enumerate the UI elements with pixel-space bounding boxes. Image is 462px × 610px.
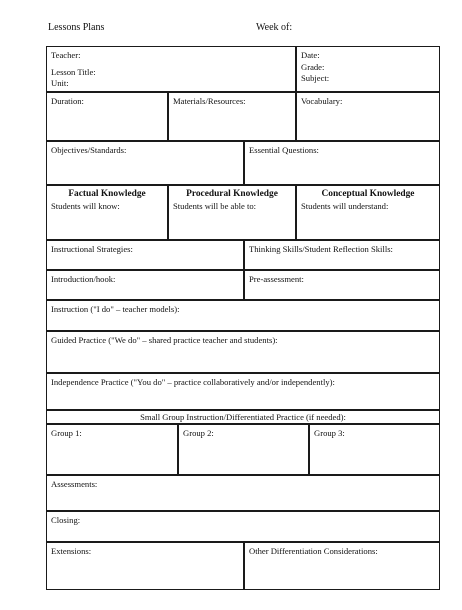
independence-practice-label: Independence Practice ("You do" – practice collaboratively and/or independently): <box>51 377 335 387</box>
lesson-title-label: Lesson Title: <box>51 66 96 77</box>
duration-cell[interactable] <box>46 92 168 141</box>
pre-assessment-label: Pre-assessment: <box>249 274 304 284</box>
duration-label: Duration: <box>51 96 84 106</box>
date-label: Date: <box>301 50 320 60</box>
unit-label: Unit: <box>51 78 69 88</box>
essential-questions-label: Essential Questions: <box>249 145 319 155</box>
group-1-label: Group 1: <box>51 428 82 438</box>
group-2-label: Group 2: <box>183 428 214 438</box>
materials-label: Materials/Resources: <box>173 96 246 106</box>
page-title: Lessons Plans <box>48 22 105 33</box>
conceptual-knowledge-cell[interactable] <box>296 185 440 240</box>
small-group-header <box>46 410 440 424</box>
extensions-label: Extensions: <box>51 546 92 556</box>
objectives-label: Objectives/Standards: <box>51 145 127 155</box>
assessments-label: Assessments: <box>51 479 98 489</box>
procedural-knowledge-title: Procedural Knowledge <box>186 189 278 199</box>
teacher-cell[interactable] <box>46 46 296 92</box>
introduction-hook-label: Introduction/hook: <box>51 274 116 284</box>
group-2-cell[interactable] <box>178 424 309 475</box>
objectives-cell[interactable] <box>46 141 244 185</box>
instructional-strategies-label: Instructional Strategies: <box>51 244 133 254</box>
vocabulary-label: Vocabulary: <box>301 96 343 106</box>
date-cell[interactable] <box>296 46 440 92</box>
guided-practice-cell[interactable] <box>46 331 440 373</box>
extensions-cell[interactable] <box>46 542 244 590</box>
procedural-knowledge-sub: Students will be able to: <box>173 200 257 211</box>
guided-practice-label: Guided Practice ("We do" – shared practice teacher and students): <box>51 335 278 345</box>
instruction-label: Instruction ("I do" – teacher models): <box>51 304 180 314</box>
factual-knowledge-title: Factual Knowledge <box>68 189 146 199</box>
introduction-hook-cell[interactable] <box>46 270 244 300</box>
procedural-knowledge-cell[interactable] <box>168 185 296 240</box>
factual-knowledge-sub: Students will know: <box>51 200 120 211</box>
independence-practice-cell[interactable] <box>46 373 440 410</box>
closing-cell[interactable] <box>46 511 440 542</box>
conceptual-knowledge-title: Conceptual Knowledge <box>321 189 415 199</box>
thinking-skills-cell[interactable] <box>244 240 440 270</box>
small-group-title: Small Group Instruction/Differentiated Practice (if needed): <box>140 412 346 422</box>
conceptual-knowledge-sub: Students will understand: <box>301 200 389 211</box>
subject-label: Subject: <box>301 73 330 83</box>
group-1-cell[interactable] <box>46 424 178 475</box>
other-differentiation-cell[interactable] <box>244 542 440 590</box>
week-of-label: Week of: <box>256 22 293 33</box>
thinking-skills-label: Thinking Skills/Student Reflection Skills: <box>249 244 393 254</box>
factual-knowledge-cell[interactable] <box>46 185 168 240</box>
pre-assessment-cell[interactable] <box>244 270 440 300</box>
other-differentiation-label: Other Differentiation Considerations: <box>249 546 378 556</box>
closing-label: Closing: <box>51 515 81 525</box>
teacher-label: Teacher: <box>51 50 81 60</box>
grade-label: Grade: <box>301 61 325 72</box>
vocabulary-cell[interactable] <box>296 92 440 141</box>
group-3-cell[interactable] <box>309 424 440 475</box>
group-3-label: Group 3: <box>314 428 345 438</box>
essential-questions-cell[interactable] <box>244 141 440 185</box>
lesson-plan-table <box>46 46 440 590</box>
instructional-strategies-cell[interactable] <box>46 240 244 270</box>
assessments-cell[interactable] <box>46 475 440 511</box>
instruction-cell[interactable] <box>46 300 440 331</box>
materials-cell[interactable] <box>168 92 296 141</box>
